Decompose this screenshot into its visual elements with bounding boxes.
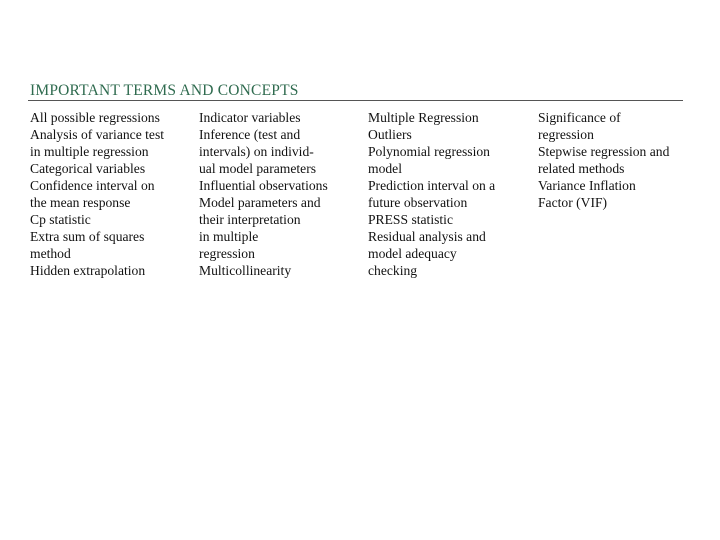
term-line: the mean response <box>30 195 131 210</box>
term-line: Indicator variables <box>199 110 301 125</box>
term-line: All possible regressions <box>30 110 160 125</box>
term-line: in multiple regression <box>30 144 149 159</box>
term-line: Residual analysis and <box>368 229 486 244</box>
term-item <box>199 126 365 177</box>
term-item <box>199 194 365 262</box>
section-heading: IMPORTANT TERMS AND CONCEPTS <box>30 82 299 99</box>
term-item <box>368 143 534 177</box>
term-line: Cp statistic <box>30 212 91 227</box>
term-line: Confidence interval on <box>30 178 155 193</box>
term-item <box>30 228 198 262</box>
term-line: regression <box>538 127 594 142</box>
term-item <box>30 211 198 228</box>
term-line: Model parameters and <box>199 195 321 210</box>
term-line: model adequacy <box>368 246 457 261</box>
term-item <box>538 143 698 177</box>
term-line: Prediction interval on a <box>368 178 496 193</box>
term-line: Significance of <box>538 110 621 125</box>
term-item <box>30 109 198 126</box>
term-line: intervals) on individ- <box>199 144 314 159</box>
term-line: model <box>368 161 402 176</box>
terms-column-4 <box>538 109 698 211</box>
term-line: Inference (test and <box>199 127 301 142</box>
term-line: method <box>30 246 71 261</box>
term-item <box>538 109 698 143</box>
term-line: related methods <box>538 161 625 176</box>
term-line: their interpretation <box>199 212 301 227</box>
terms-column-2 <box>199 109 365 279</box>
term-item <box>30 177 198 211</box>
term-item <box>368 211 534 228</box>
term-line: Categorical variables <box>30 161 146 176</box>
heading-rule <box>28 100 683 101</box>
term-line: Outliers <box>368 127 412 142</box>
term-line: regression <box>199 246 255 261</box>
term-line: in multiple <box>199 229 259 244</box>
term-line: future observation <box>368 195 468 210</box>
term-item <box>368 228 534 279</box>
term-line: PRESS statistic <box>368 212 453 227</box>
term-line: Stepwise regression and <box>538 144 670 159</box>
term-line: Extra sum of squares <box>30 229 145 244</box>
term-line: Factor (VIF) <box>538 195 608 210</box>
term-line: checking <box>368 263 418 278</box>
terms-column-3 <box>368 109 534 279</box>
term-item <box>30 262 198 279</box>
term-item <box>199 109 365 126</box>
term-item <box>538 177 698 211</box>
term-item <box>368 109 534 143</box>
term-line: Analysis of variance test <box>30 127 165 142</box>
term-item <box>30 126 198 160</box>
term-line: Polynomial regression <box>368 144 490 159</box>
term-line: Multiple Regression <box>368 110 479 125</box>
term-line: Influential observations <box>199 178 328 193</box>
term-line: Hidden extrapolation <box>30 263 146 278</box>
term-item <box>30 160 198 177</box>
term-line: Variance Inflation <box>538 178 636 193</box>
term-item <box>199 262 365 279</box>
term-item <box>199 177 365 194</box>
term-line: ual model parameters <box>199 161 317 176</box>
terms-column-1 <box>30 109 198 279</box>
term-line: Multicollinearity <box>199 263 292 278</box>
term-item <box>368 177 534 211</box>
